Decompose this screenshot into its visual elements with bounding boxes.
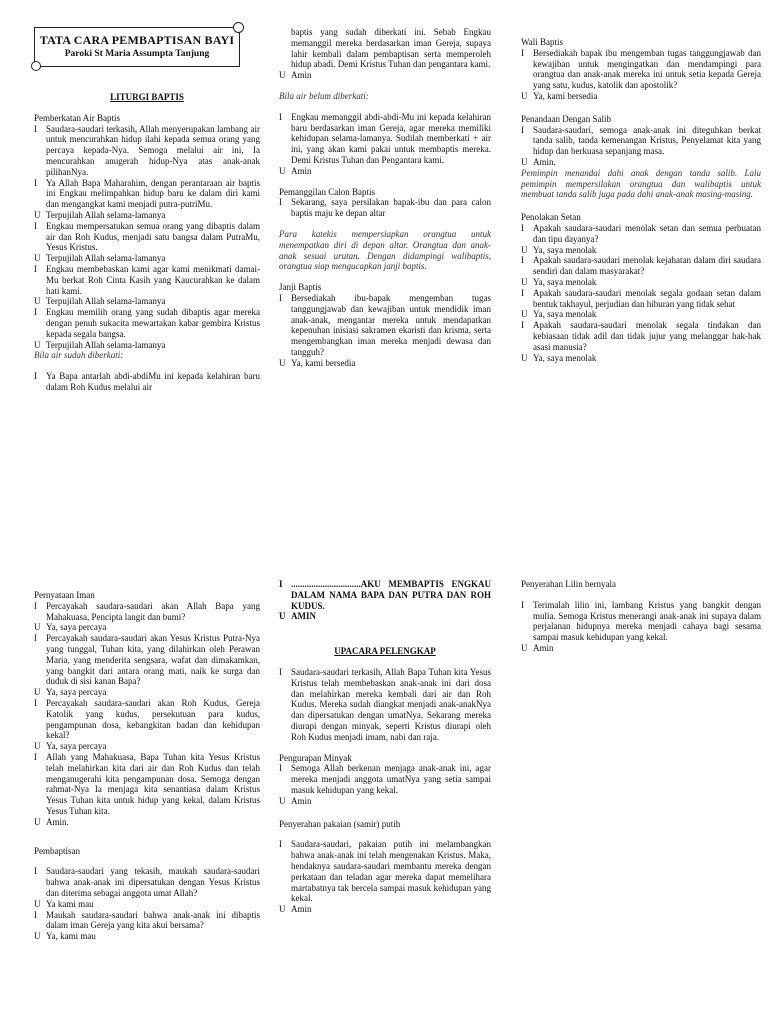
column-2-top — [279, 27, 491, 369]
speaker-marker: I — [34, 263, 37, 274]
speaker-marker: I — [521, 255, 524, 266]
section-heading-liturgi: LITURGI BAPTIS — [110, 92, 184, 102]
dialog-text: Saudara-saudari terkasih, Allah Bapa Tuhan kita Yesus Kristus telah membebaskan anak-anak ini dari dosa dan melahirkan mereka kembali dari air dan Roh Kudus. Mereka sudah diangkat menjadi anak-anakNya dan dipersatukan dengan umatNya. Sekarang mereka diurapi dengan minyak, seperti Kristus diurapi oleh Roh Kudus menjadi imam, nabi dan raja. — [291, 666, 491, 742]
scroll-curl-icon — [31, 61, 41, 71]
speaker-marker: I — [34, 751, 37, 762]
dialog-line — [34, 340, 260, 351]
dialog-text: Ya Bapa antarlah abdi-abdiMu ini kepada kelahiran baru dalam Roh Kudus melalui air — [46, 371, 260, 392]
dialog-line — [34, 264, 260, 296]
dialog-line — [279, 112, 491, 166]
speaker-marker: U — [279, 70, 286, 81]
dialog-line — [279, 611, 491, 622]
dialog-line — [521, 223, 761, 245]
dialog-line — [521, 48, 761, 91]
dialog-line — [34, 178, 260, 210]
column-2-bottom — [279, 579, 491, 915]
dialog-text: Percayakah saudara-saudari akan Yesus Kristus Putra-Nya yang tunggal, Tuhan kita, yang dilahirkan oleh Perawan Maria, yang menderita sengsara, wafat dan dimakamkan, yang bangkit dari antara orang mati, naik ke surga dan duduk di sisi kanan Bapa? — [46, 633, 260, 687]
rubric-note: Bila air belum diberkati: — [279, 90, 369, 101]
dialog-text: Amin. — [46, 816, 69, 827]
dialog-line — [279, 293, 491, 358]
dialog-list — [34, 124, 260, 351]
speaker-marker: U — [279, 611, 286, 622]
speaker-marker: I — [34, 633, 37, 644]
speaker-marker: I — [34, 307, 37, 318]
speaker-marker: I — [279, 197, 282, 208]
dialog-line — [521, 309, 761, 320]
section-title: Penolakan Setan — [521, 212, 581, 223]
dialog-list — [34, 371, 260, 393]
speaker-marker: U — [521, 156, 528, 167]
speaker-marker: U — [279, 795, 286, 806]
column-3-top — [521, 37, 761, 363]
speaker-marker: U — [34, 687, 41, 698]
speaker-marker — [279, 27, 291, 70]
speaker-marker: I — [521, 287, 524, 298]
dialog-line — [34, 698, 260, 741]
dialog-text: Maukah saudara-saudari bahwa anak-anak ini dibaptis dalam iman Gereja yang kita akui bersama? — [46, 909, 260, 931]
dialog-line — [34, 633, 260, 687]
dialog-text: Amin — [533, 642, 554, 653]
dialog-text: Amin. — [533, 156, 556, 167]
speaker-marker: U — [34, 253, 41, 264]
dialog-line — [521, 353, 761, 364]
speaker-marker: I — [279, 111, 282, 122]
dialog-line — [34, 371, 260, 393]
dialog-text: Saudara-saudari terkasih, Allah menyerupakan lambang air untuk mencurahkan hidup ilahi kepada semua orang yang percaya kepada-Nya. Semoga melalui air ini, Ia mencurahkan anugerah hidup-Nya atas anak-anak pilihanNya. — [46, 123, 260, 177]
speaker-marker: U — [279, 904, 286, 915]
dialog-line — [34, 296, 260, 307]
section-title: Wali Baptis — [521, 37, 564, 47]
dialog-line — [34, 253, 260, 264]
dialog-text: baptis yang sudah diberkati ini. Sebab Engkau memanggil mereka berdasarkan iman Gereja, supaya lahir kembali dalam pembaptisan serta memperoleh hidup abadi. Demi Kristus Tuhan dan pengantara kami. — [291, 27, 491, 70]
dialog-text: Bersediakah bapak ibu mengemban tugas tanggungjawab dan kewajiban untuk mengingatkan dan mendampingi para orangtua dan anak-anak mereka ini untuk setia kepada Gereja yang satu, kudus, katolik dan apostolik? — [533, 47, 761, 91]
dialog-line — [34, 817, 260, 828]
dialog-text: Saudara-saudari yang tekasih, maukah saudara-saudari bahwa anak-anak ini dipersatukan dengan Yesus Kristus dan diterima sebagai anggota umat Allah? — [46, 866, 260, 898]
dialog-text: Ya, saya menolak — [533, 244, 597, 255]
dialog-text: Apakah saudara-saudari menolak segala godaan setan dalam bentuk takhayul, perjudian dan hiburan yang tidak sehat — [533, 287, 761, 309]
rubric-note: Para katekis mempersiapkan orangtua untuk menempatkan diri di depan altar. Orangtua dan anak-anak sesuai urutan. Dengan didampingi walibaptis, orangtua siap mengucapkan janji baptis. — [279, 228, 491, 272]
dialog-text: Terpujilah Allah selama-lamanya — [46, 339, 166, 350]
dialog-list — [521, 125, 761, 168]
speaker-marker: U — [521, 244, 528, 255]
speaker-marker: I — [521, 47, 524, 58]
speaker-marker: U — [34, 741, 41, 752]
speaker-marker: I — [521, 320, 524, 331]
dialog-text: Amin — [291, 165, 312, 176]
dialog-text: Amin — [291, 795, 312, 806]
dialog-line — [521, 277, 761, 288]
dialog-line — [279, 70, 491, 81]
dialog-text: Engkau membebaskan kami agar kami menikmati damai-Mu berkat Roh Cinta Kasih yang Kaucurahkan ke dalam hati kami. — [46, 263, 260, 296]
column-1-bottom — [34, 590, 260, 942]
speaker-marker: U — [521, 352, 528, 363]
dialog-text: Ya kami mau — [46, 898, 94, 909]
speaker-marker: I — [34, 866, 37, 877]
dialog-line — [34, 899, 260, 910]
dialog-text: Ya, kami bersedia — [533, 90, 598, 101]
dialog-list — [521, 600, 761, 654]
dialog-text: Percayakah saudara-saudari akan Allah Bapa yang Mahakuasa, Pencipta langit dan bumi? — [46, 600, 260, 622]
dialog-text: Engkau memilih orang yang sudah dibaptis agar mereka dengan penuh sukacita mewartakan kabar gembira Kristus kepada segala bangsa. — [46, 307, 260, 339]
scroll-curl-icon — [233, 22, 244, 33]
speaker-marker: U — [521, 90, 528, 101]
speaker-marker: U — [521, 276, 528, 287]
speaker-marker: I — [34, 220, 37, 231]
speaker-marker: I — [34, 123, 37, 134]
section-title: Pembaptisan — [34, 845, 80, 856]
dialog-text: Terimalah lilin ini, lambang Kristus yang bangkit dengan mulia. Semoga Kristus menerangi anak-anak ini supaya dalam perjalanan hidupnya mereka menjadi cahaya bagi sesama sampai masuk kehidupan yang kekal. — [533, 599, 761, 643]
dialog-line — [279, 839, 491, 904]
speaker-marker: U — [34, 898, 41, 909]
dialog-line — [521, 125, 761, 157]
dialog-text: Ya, saya percaya — [46, 741, 107, 752]
dialog-text: Ya, saya menolak — [533, 309, 597, 320]
rubric-note: Pemimpin menandai dahi anak dengan tanda salib. Lalu pemimpin mempersilakan orangtua dan walibaptis untuk membuat tanda salib juga pada dahi anak-anak masing-masing. — [521, 167, 761, 200]
speaker-marker: U — [521, 309, 528, 320]
dialog-line — [521, 245, 761, 256]
dialog-list — [521, 223, 761, 363]
dialog-list — [279, 763, 491, 806]
dialog-line — [521, 643, 761, 654]
dialog-text: Percayakah saudara-saudari akan Roh Kudus, Gereja Katolik yang kudus, persekutuan para kudus, pengampunan dosa, kebangkitan badan dan kehidupan kekal? — [46, 697, 260, 741]
speaker-marker: U — [34, 622, 41, 633]
dialog-line — [279, 197, 491, 219]
dialog-line — [279, 904, 491, 915]
speaker-marker: U — [34, 296, 41, 307]
dialog-line — [34, 124, 260, 178]
dialog-line — [34, 622, 260, 633]
dialog-line — [34, 601, 260, 623]
dialog-list — [279, 112, 491, 177]
speaker-marker: I — [279, 666, 282, 677]
dialog-text: Amin — [291, 70, 312, 81]
dialog-text: Bersediakah ibu-bapak mengemban tugas tanggungjawab dan kewajiban untuk mendidik iman anak-anak, mengantar mereka untuk mendapatkan kepenuhan inisiasi sakramen ekaristi dan krisma, serta mengembangkan iman mereka menjadi dewasa dan tangguh? — [291, 292, 491, 357]
dialog-text: Apakah saudara-saudari menolak kejahatan dalam diri saudara sendiri dan dalam masyarakat? — [533, 255, 761, 277]
dialog-list — [34, 866, 260, 942]
dialog-text: Ya Allah Bapa Maharahim, dengan perantaraan air baptis ini Engkau melimpahkan hidup baru ke dalam diri kami dan mengangkat kami menjadi putra-putriMu. — [46, 177, 260, 210]
column-3-bottom — [521, 579, 761, 654]
dialog-line — [34, 307, 260, 339]
dialog-text: Saudara-saudari, pakaian putih ini melambangkan bahwa anak-anak ini telah mengenakan Kristus. Maka, hendaknya saudara-saudari membantu mereka dengan perkataan dan teladan agar mereka dapat memelihara martabatnya tak bercela sampai masuk kehidupan yang kekal. — [291, 839, 491, 904]
dialog-list — [279, 197, 491, 219]
section-title: Penyerahan Lilin bernyala — [521, 579, 616, 589]
speaker-marker: I — [521, 222, 524, 233]
dialog-line — [521, 600, 761, 643]
dialog-text: Engkau mempersatukan semua orang yang dibaptis dalam air dan Roh Kudus, menjadi satu bangsa dalam PutraMu, Yesus Kristus. — [46, 220, 260, 253]
dialog-line — [34, 866, 260, 898]
section-heading-pelengkap: UPACARA PELENGKAP — [334, 646, 436, 657]
section-title: Penyerahan pakaian (samir) putih — [279, 818, 401, 829]
dialog-list — [279, 667, 491, 743]
section-title: Pemberkatan Air Baptis — [34, 112, 120, 123]
section-title: Penandaan Dengan Salib — [521, 113, 611, 124]
speaker-marker: I — [521, 124, 524, 135]
speaker-marker: U — [34, 339, 41, 350]
section-title: Pemanggilan Calon Baptis — [279, 186, 375, 197]
dialog-line — [279, 796, 491, 807]
speaker-marker: U — [34, 931, 41, 942]
dialog-text: AMIN — [291, 611, 316, 622]
column-1-top — [34, 92, 260, 393]
speaker-marker: I — [34, 697, 37, 708]
rubric-note: Bila air sudah diberkati: — [34, 350, 124, 361]
dialog-line — [34, 687, 260, 698]
dialog-text: Terpujilah Allah selama-lamanya — [46, 296, 166, 307]
dialog-line — [521, 91, 761, 102]
dialog-line — [521, 255, 761, 277]
section-title: Pengurapan Minyak — [279, 752, 352, 763]
dialog-line — [521, 288, 761, 310]
dialog-text: Allah yang Mahakuasa, Bapa Tuhan kita Yesus Kristus telah melahirkan kita dari air dan Roh Kudus dan telah menganugerahi kita pengampunan dosa. Semoga dengan rahmat-Nya Ia menjaga kita senantiasa dalam Kristus Yesus Tuhan kita untuk hidup yang kekal, dalam Kristus Yesus Tuhan kita. — [46, 751, 260, 816]
dialog-line — [279, 166, 491, 177]
speaker-marker: I — [34, 909, 37, 920]
dialog-line — [521, 320, 761, 352]
dialog-text: Ya, saya menolak — [533, 276, 597, 287]
section-title: Pernyataan Iman — [34, 590, 95, 600]
parish-subtitle: Paroki St Maria Assumpta Tanjung — [64, 48, 210, 59]
speaker-marker: I — [279, 839, 282, 850]
dialog-text: Ya, saya menolak — [533, 352, 597, 363]
dialog-text: Sekarang, saya persilakan bapak-ibu dan para calon baptis maju ke depan altar — [291, 197, 491, 219]
dialog-text: Terpujilah Allah selama-lamanya — [46, 209, 166, 220]
dialog-list — [279, 579, 491, 622]
dialog-list — [279, 27, 491, 81]
dialog-line — [34, 910, 260, 932]
dialog-text: Apakah saudara-saudari menolak setan dan semua perbuatan dan tipu dayanya? — [533, 222, 761, 244]
dialog-text: Saudara-saudari, semoga anak-anak ini diteguhkan berkat tanda salib, tanda kemenangan Kristus, Penyelamat kita yang hidup dan berkuasa sepanjang masa. — [533, 124, 761, 157]
dialog-text: Amin — [291, 904, 312, 915]
dialog-list — [279, 839, 491, 915]
dialog-line — [34, 741, 260, 752]
dialog-text: Ya, saya percaya — [46, 687, 107, 698]
dialog-text: ...............................AKU MEMBAPTIS ENGKAU DALAM NAMA BAPA DAN PUTRA DAN ROH KUDUS. — [291, 579, 491, 611]
dialog-line — [34, 210, 260, 221]
dialog-line — [34, 931, 260, 942]
speaker-marker: U — [279, 357, 286, 368]
dialog-text: Ya, saya percaya — [46, 622, 107, 633]
dialog-line — [279, 763, 491, 795]
dialog-list — [279, 293, 491, 369]
dialog-line — [279, 358, 491, 369]
dialog-text: Engkau memanggil abdi-abdi-Mu ini kepada kelahiran baru berdasarkan iman Gereja, agar mereka memiliki kehidupan selama-lamanya. Sudilah memberkati + air ini, yang akan kami pakai untuk membaptis mereka. Demi Kristus Tuhan dan Pengantara kami. — [291, 111, 491, 165]
dialog-text: Apakah saudara-saudari menolak segala tindakan dan kebiasaan tidak adil dan tidak jujur yang melanggar hak-hak asasi manusia? — [533, 320, 761, 352]
document-title: TATA CARA PEMBAPTISAN BAYI — [39, 33, 235, 47]
speaker-marker: I — [279, 579, 283, 589]
dialog-text: Terpujilah Allah selama-lamanya — [46, 253, 166, 264]
speaker-marker: I — [279, 763, 282, 774]
speaker-marker: U — [34, 816, 41, 827]
dialog-line — [521, 157, 761, 168]
speaker-marker: I — [521, 599, 524, 610]
speaker-marker: I — [34, 371, 37, 382]
speaker-marker: I — [34, 177, 37, 188]
speaker-marker: I — [279, 292, 282, 303]
dialog-line — [279, 667, 491, 743]
dialog-list — [521, 48, 761, 102]
dialog-line — [34, 221, 260, 253]
dialog-text: Ya, kami mau — [46, 931, 96, 942]
section-title: Janji Baptis — [279, 282, 322, 293]
speaker-marker: I — [34, 600, 37, 611]
speaker-marker: U — [279, 165, 286, 176]
dialog-line — [34, 752, 260, 817]
dialog-text: Ya, kami bersedia — [291, 357, 356, 368]
speaker-marker: U — [34, 209, 41, 220]
dialog-line — [279, 579, 491, 611]
dialog-text: Semoga Allah berkenan menjaga anak-anak ini, agar mereka menjadi anggota umatNya yang setia sampai masuk kehidupan yang kekal. — [291, 763, 491, 795]
title-box — [34, 27, 240, 67]
speaker-marker: U — [521, 642, 528, 653]
dialog-list — [34, 601, 260, 828]
dialog-line — [279, 27, 491, 70]
